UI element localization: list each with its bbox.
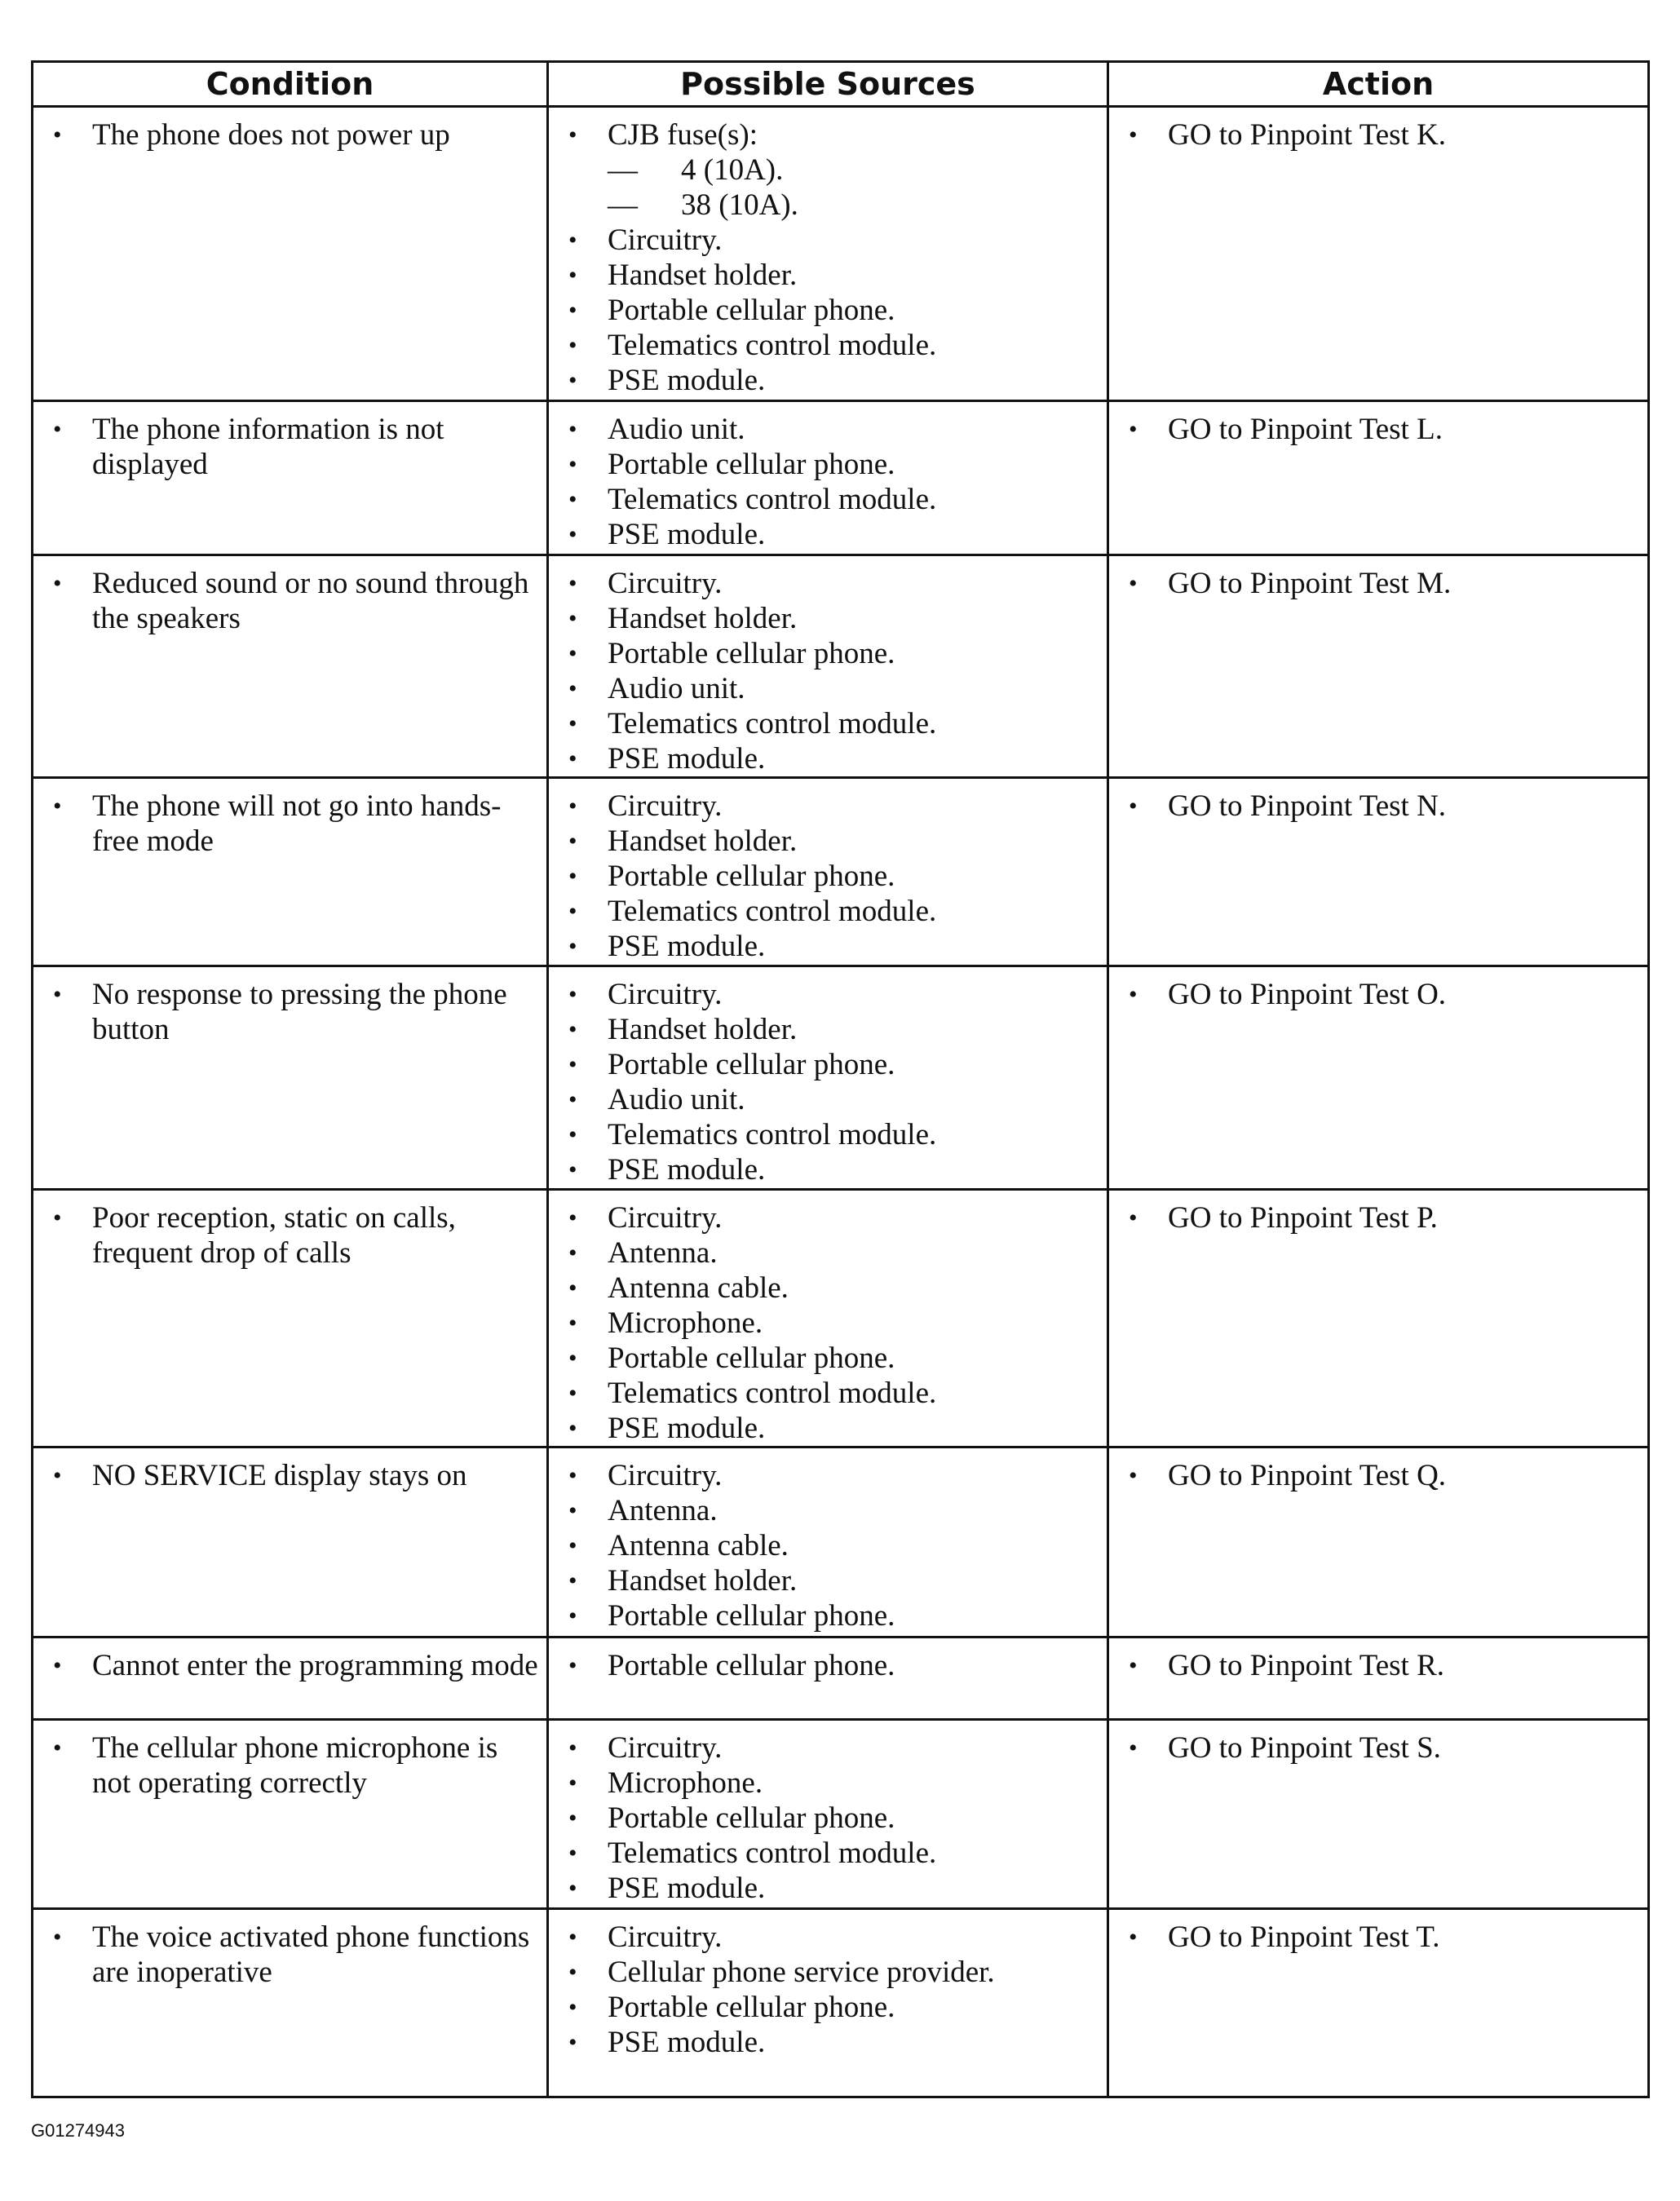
condition-text: • Cannot enter the programming mode	[45, 1648, 538, 1683]
sources-cell	[548, 1190, 1108, 1447]
sources-cell	[548, 1720, 1108, 1909]
header-action: Action	[1108, 62, 1649, 107]
condition-cell	[33, 1447, 548, 1637]
action-text: • GO to Pinpoint Test Q.	[1121, 1458, 1639, 1493]
source-item: • Microphone.	[560, 1306, 1099, 1341]
source-item: • Antenna cable.	[560, 1528, 1099, 1563]
source-item: • Circuitry.	[560, 1458, 1099, 1493]
sources-cell	[548, 1447, 1108, 1637]
source-item: • Portable cellular phone.	[560, 1801, 1099, 1836]
table-row	[33, 966, 1649, 1190]
source-item: • Portable cellular phone.	[560, 1341, 1099, 1376]
action-cell	[1108, 107, 1649, 401]
condition-text: • Reduced sound or no sound through the speakers	[45, 566, 538, 636]
source-item: • Portable cellular phone.	[560, 859, 1099, 894]
source-item: • Antenna.	[560, 1493, 1099, 1528]
source-item: • Microphone.	[560, 1766, 1099, 1801]
action-cell	[1108, 555, 1649, 778]
condition-text: • No response to pressing the phone button	[45, 977, 538, 1047]
header-condition: Condition	[33, 62, 548, 107]
source-item	[560, 117, 1099, 223]
action-cell	[1108, 778, 1649, 966]
source-item: • Portable cellular phone.	[560, 1648, 1099, 1683]
source-item: • Circuitry.	[560, 1920, 1099, 1955]
source-item: • Circuitry.	[560, 977, 1099, 1012]
source-item: • Circuitry.	[560, 789, 1099, 824]
sources-cell	[548, 778, 1108, 966]
source-item: • Telematics control module.	[560, 1376, 1099, 1411]
table-row	[33, 1720, 1649, 1909]
action-text: • GO to Pinpoint Test M.	[1121, 566, 1639, 601]
condition-text: • The voice activated phone functions are inoperative	[45, 1920, 538, 1990]
action-text: • GO to Pinpoint Test P.	[1121, 1200, 1639, 1235]
source-item: • PSE module.	[560, 1411, 1099, 1446]
source-item: • Antenna cable.	[560, 1271, 1099, 1306]
condition-cell	[33, 555, 548, 778]
condition-text: • Poor reception, static on calls, frequent drop of calls	[45, 1200, 538, 1271]
sources-cell	[548, 555, 1108, 778]
source-item: • Portable cellular phone.	[560, 1990, 1099, 2025]
sources-cell	[548, 107, 1108, 401]
source-item: • Audio unit.	[560, 1082, 1099, 1117]
table-row	[33, 555, 1649, 778]
source-item: • Portable cellular phone.	[560, 636, 1099, 671]
source-item: • PSE module.	[560, 1152, 1099, 1187]
condition-cell	[33, 1909, 548, 2097]
source-item: • Audio unit.	[560, 671, 1099, 706]
source-item: • Telematics control module.	[560, 1836, 1099, 1871]
action-text: • GO to Pinpoint Test S.	[1121, 1730, 1639, 1766]
fuse-item: — 38 (10A).	[608, 188, 1099, 223]
source-item: • Antenna.	[560, 1235, 1099, 1271]
source-item: • Portable cellular phone.	[560, 293, 1099, 328]
header-possible-sources: Possible Sources	[548, 62, 1108, 107]
table-row	[33, 1447, 1649, 1637]
action-cell	[1108, 1720, 1649, 1909]
action-cell	[1108, 1190, 1649, 1447]
diagnosis-table	[31, 60, 1650, 2098]
action-cell	[1108, 401, 1649, 555]
figure-id: G01274943	[31, 2120, 125, 2141]
table-row	[33, 107, 1649, 401]
source-item: • Circuitry.	[560, 1200, 1099, 1235]
table-row	[33, 778, 1649, 966]
action-text: • GO to Pinpoint Test N.	[1121, 789, 1639, 824]
source-item: • Handset holder.	[560, 1012, 1099, 1047]
source-item: • Audio unit.	[560, 412, 1099, 447]
condition-text: • The phone will not go into hands-free mode	[45, 789, 538, 859]
condition-text: • The cellular phone microphone is not operating correctly	[45, 1730, 538, 1801]
source-item: • Portable cellular phone.	[560, 1598, 1099, 1633]
source-item: • Handset holder.	[560, 601, 1099, 636]
source-item: • Portable cellular phone.	[560, 1047, 1099, 1082]
condition-cell	[33, 1637, 548, 1720]
sources-cell	[548, 401, 1108, 555]
action-text: • GO to Pinpoint Test O.	[1121, 977, 1639, 1012]
action-text: • GO to Pinpoint Test T.	[1121, 1920, 1639, 1955]
condition-cell	[33, 1720, 548, 1909]
source-item: • PSE module.	[560, 2025, 1099, 2060]
source-item: • PSE module.	[560, 363, 1099, 398]
source-item: • PSE module.	[560, 741, 1099, 776]
source-item: • Handset holder.	[560, 824, 1099, 859]
source-item: • PSE module.	[560, 929, 1099, 964]
action-text: • GO to Pinpoint Test R.	[1121, 1648, 1639, 1683]
source-item: • Circuitry.	[560, 1730, 1099, 1766]
sources-cell	[548, 966, 1108, 1190]
source-item: • Telematics control module.	[560, 482, 1099, 517]
action-text: • GO to Pinpoint Test K.	[1121, 117, 1639, 152]
source-item: • Telematics control module.	[560, 1117, 1099, 1152]
header-row	[33, 62, 1649, 107]
action-cell	[1108, 1447, 1649, 1637]
condition-text: • NO SERVICE display stays on	[45, 1458, 538, 1493]
condition-text: • The phone does not power up	[45, 117, 538, 152]
source-item: • Telematics control module.	[560, 328, 1099, 363]
source-item: • Telematics control module.	[560, 894, 1099, 929]
condition-cell	[33, 778, 548, 966]
condition-cell	[33, 966, 548, 1190]
condition-cell	[33, 1190, 548, 1447]
fuse-item: — 4 (10A).	[608, 152, 1099, 188]
action-cell	[1108, 966, 1649, 1190]
condition-cell	[33, 107, 548, 401]
source-item: • Cellular phone service provider.	[560, 1955, 1099, 1990]
source-item: • Portable cellular phone.	[560, 447, 1099, 482]
source-item: • Circuitry.	[560, 223, 1099, 258]
condition-cell	[33, 401, 548, 555]
table-row	[33, 1190, 1649, 1447]
source-item: • PSE module.	[560, 1871, 1099, 1906]
action-cell	[1108, 1637, 1649, 1720]
sources-cell	[548, 1637, 1108, 1720]
source-item: • Handset holder.	[560, 258, 1099, 293]
source-item: • PSE module.	[560, 517, 1099, 552]
source-item: • Circuitry.	[560, 566, 1099, 601]
table-row	[33, 1637, 1649, 1720]
table-row	[33, 401, 1649, 555]
source-item: • Handset holder.	[560, 1563, 1099, 1598]
table-row	[33, 1909, 1649, 2097]
source-text: CJB fuse(s):	[608, 118, 758, 152]
action-cell	[1108, 1909, 1649, 2097]
sources-cell	[548, 1909, 1108, 2097]
action-text: • GO to Pinpoint Test L.	[1121, 412, 1639, 447]
condition-text: • The phone information is not displayed	[45, 412, 538, 482]
source-item: • Telematics control module.	[560, 706, 1099, 741]
